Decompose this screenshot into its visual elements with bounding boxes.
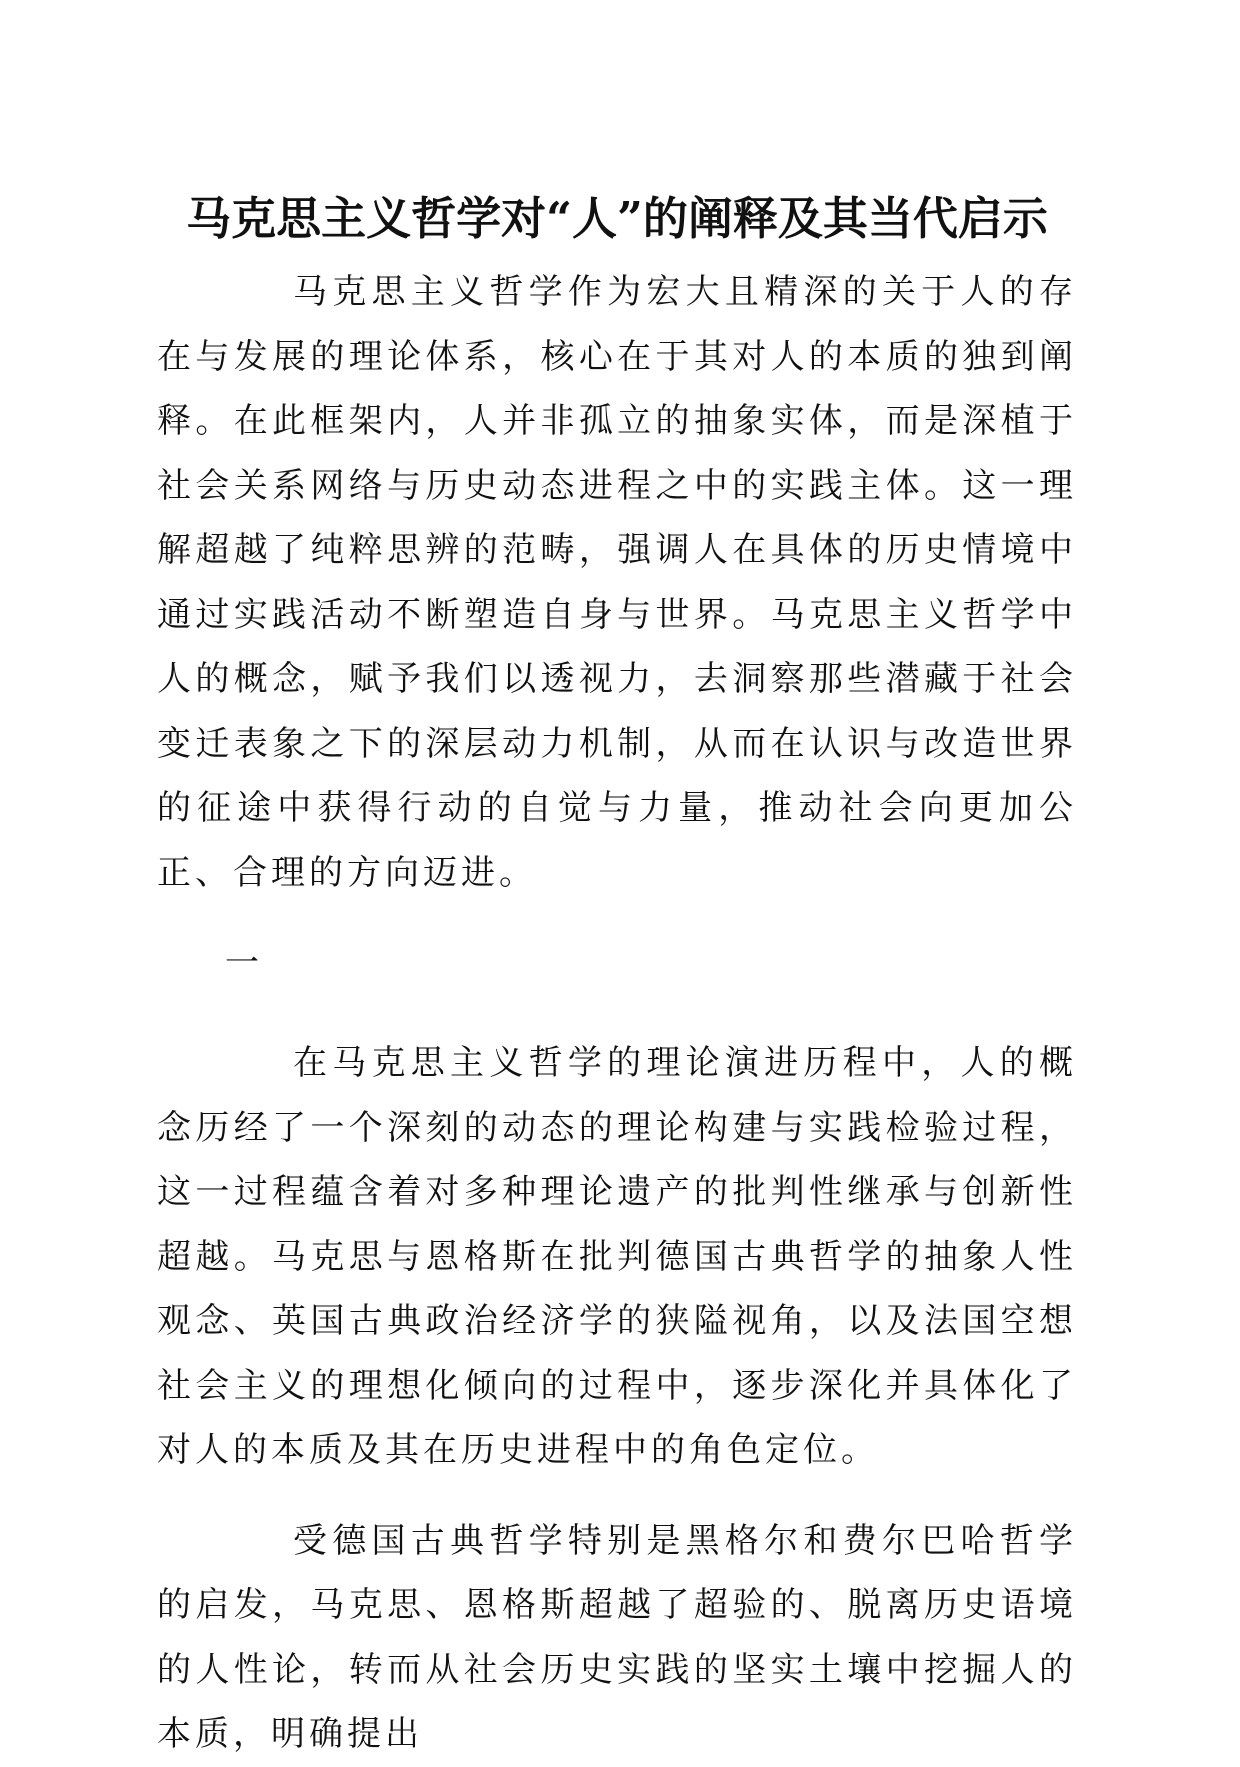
paragraph-gap	[157, 1483, 1077, 1509]
section-paragraph-1: 在马克思主义哲学的理论演进历程中，人的概念历经了一个深刻的动态的理论构建与实践检验过程，这一过程蕴含着对多种理论遗产的批判性继承与创新性超越。马克思与恩格斯在批判德国古典哲学的抽象人性观念、英国古典政治经济学的狭隘视角，以及法国空想社会主义的理想化倾向的过程中，逐步深化并具体化了对人的本质及其在历史进程中的角色定位。	[157, 1043, 1077, 1470]
section-number: 一	[225, 943, 263, 983]
paragraph-gap	[157, 905, 1077, 931]
section-paragraph-2: 受德国古典哲学特别是黑格尔和费尔巴哈哲学的启发，马克思、恩格斯超越了超验的、脱离历史语境的人性论，转而从社会历史实践的坚实土壤中挖掘人的本质，明确提出	[157, 1520, 1077, 1754]
intro-paragraph: 马克思主义哲学作为宏大且精深的关于人的存在与发展的理论体系，核心在于其对人的本质的独到阐释。在此框架内，人并非孤立的抽象实体，而是深植于社会关系网络与历史动态进程之中的实践主体。这一理解超越了纯粹思辨的范畴，强调人在具体的历史情境中通过实践活动不断塑造自身与世界。马克思主义哲学中人的概念，赋予我们以透视力，去洞察那些潜藏于社会变迁表象之下的深层动力机制，从而在认识与改造世界的征途中获得行动的自觉与力量，推动社会向更加公正、合理的方向迈进。	[157, 272, 1077, 893]
document-title: 马克思主义哲学对“人”的阐释及其当代启示	[186, 192, 1048, 245]
document-content	[157, 178, 1077, 1767]
